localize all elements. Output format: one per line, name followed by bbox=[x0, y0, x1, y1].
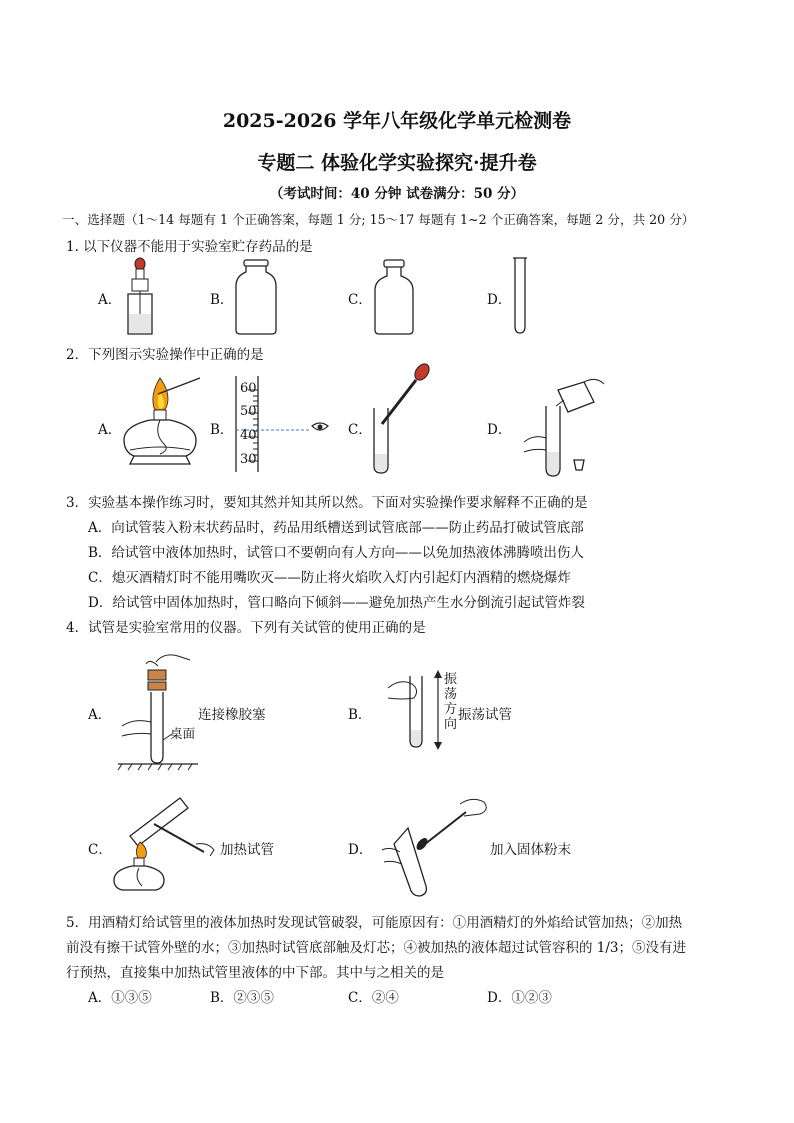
exam-title: 2025-2026 学年八年级化学单元检测卷 bbox=[222, 110, 572, 132]
q3-option-c: C．熄灭酒精灯时不能用嘴吹灭——防止将火焰吹入灯内引起灯内酒精的燃烧爆炸 bbox=[88, 570, 571, 586]
tick-40: 40 bbox=[240, 428, 257, 443]
alcohol-lamp-lighting-figure bbox=[120, 374, 210, 466]
q3-option-b: B．给试管中液体加热时，试管口不要朝向有人方向——以免加热液体沸腾喷出伤人 bbox=[88, 545, 584, 561]
q2-stem: 2．下列图示实验操作中正确的是 bbox=[66, 347, 264, 363]
dropper-into-tube-figure bbox=[370, 364, 440, 476]
q2-option-a: A． bbox=[98, 422, 122, 438]
q1-option-b: B． bbox=[210, 292, 234, 308]
q4-option-c: C． bbox=[88, 842, 112, 858]
narrow-mouth-bottle-figure bbox=[372, 258, 416, 336]
desk-label: 桌面 bbox=[170, 726, 196, 741]
q5-option-d: D．①②③ bbox=[487, 990, 552, 1006]
q4-caption-b: 振荡试管 bbox=[458, 707, 512, 723]
exam-subtitle: 专题二 体验化学实验探究·提升卷 bbox=[257, 152, 537, 174]
test-tube-figure bbox=[510, 256, 530, 336]
q1-option-d: D． bbox=[487, 292, 512, 308]
q4-caption-c: 加热试管 bbox=[220, 842, 274, 858]
q5-stem-line-1: 5．用酒精灯给试管里的液体加热时发现试管破裂，可能原因有：①用酒精灯的外焰给试管加热；②加热 bbox=[66, 915, 683, 931]
pouring-liquid-figure bbox=[518, 372, 612, 482]
shake-char-3: 方 bbox=[444, 702, 458, 717]
dropper-bottle-figure bbox=[118, 258, 162, 338]
q3-option-a: A．向试管装入粉末状药品时，药品用纸槽送到试管底部——防止药品打破试管底部 bbox=[88, 520, 584, 536]
q4-option-b: B． bbox=[348, 707, 372, 723]
q2-option-c: C． bbox=[348, 422, 372, 438]
q4-caption-d: 加入固体粉末 bbox=[490, 842, 571, 858]
section-heading: 一、选择题（1～14 每题有 1 个正确答案，每题 1 分; 15～17 每题有 1~2 个正确答案，每题 2 分，共 20 分） bbox=[62, 212, 695, 227]
shake-char-4: 向 bbox=[444, 717, 458, 732]
q5-stem-line-2: 前没有擦干试管外壁的水；③加热时试管底部触及灯芯；④被加热的液体超过试管容积的 1/3；⑤没有进 bbox=[66, 940, 687, 956]
q4-caption-a: 连接橡胶塞 bbox=[198, 707, 266, 723]
tick-60: 60 bbox=[240, 381, 257, 396]
q2-option-b: B． bbox=[210, 422, 234, 438]
insert-stopper-figure bbox=[118, 648, 198, 772]
q4-stem: 4．试管是实验室常用的仪器。下列有关试管的使用正确的是 bbox=[66, 620, 426, 636]
tick-50: 50 bbox=[240, 404, 257, 419]
q4-option-d: D． bbox=[348, 842, 373, 858]
q1-option-a: A． bbox=[98, 292, 122, 308]
heating-tube-figure bbox=[110, 790, 220, 896]
exam-info: （考试时间：40 分钟 试卷满分：50 分） bbox=[269, 186, 525, 202]
shaking-tube-figure bbox=[380, 668, 446, 754]
adding-powder-figure bbox=[380, 790, 500, 898]
q4-option-a: A． bbox=[88, 707, 112, 723]
q5-option-a: A．①③⑤ bbox=[88, 990, 152, 1006]
q3-stem: 3．实验基本操作练习时，要知其然并知其所以然。下面对实验操作要求解释不正确的是 bbox=[66, 495, 588, 511]
q2-option-d: D． bbox=[487, 422, 512, 438]
shake-char-2: 荡 bbox=[444, 687, 458, 702]
shake-char-1: 振 bbox=[444, 672, 458, 687]
tick-30: 30 bbox=[240, 452, 257, 467]
q1-stem: 1. 以下仪器不能用于实验室贮存药品的是 bbox=[66, 239, 313, 255]
q5-option-b: B．②③⑤ bbox=[210, 990, 274, 1006]
q3-option-d: D．给试管中固体加热时，管口略向下倾斜——避免加热产生水分倒流引起试管炸裂 bbox=[88, 595, 585, 611]
wide-mouth-bottle-figure bbox=[232, 258, 280, 336]
q5-option-c: C．②④ bbox=[348, 990, 399, 1006]
q1-option-c: C． bbox=[348, 292, 372, 308]
q5-stem-line-3: 行预热，直接集中加热试管里液体的中下部。其中与之相关的是 bbox=[66, 965, 444, 981]
